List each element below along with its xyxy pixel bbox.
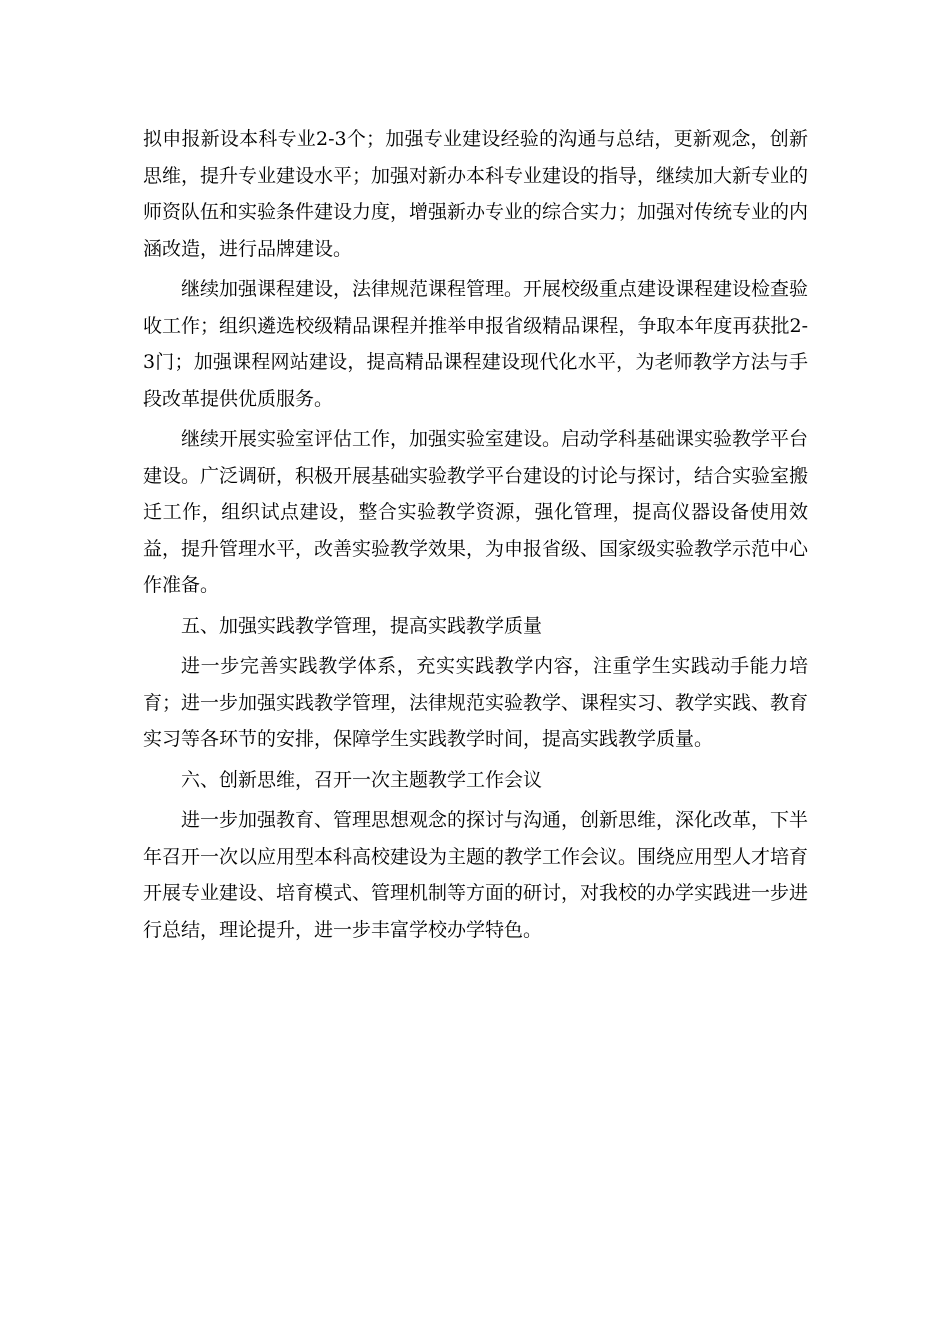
paragraph-practice-teaching: 进一步完善实践教学体系，充实实践教学内容，注重学生实践动手能力培育；进一步加强实践教学管理，法律规范实验教学、课程实习、教学实践、教育实习等各环节的安排，保障学生实践教学时间，提高实践教学质量。	[143, 655, 809, 750]
section-heading-practice-teaching: 五、加强实践教学管理，提高实践教学质量	[181, 614, 543, 637]
paragraph-teaching-conference: 进一步加强教育、管理思想观念的探讨与沟通，创新思维，深化改革，下半年召开一次以应用型本科高校建设为主题的教学工作会议。围绕应用型人才培育开展专业建设、培育模式、管理机制等方面的研讨，对我校的办学实践进一步进行总结，理论提升，进一步丰富学校办学特色。	[143, 809, 809, 941]
paragraph-course-construction: 继续加强课程建设，法律规范课程管理。开展校级重点建设课程建设检查验收工作；组织遴选校级精品课程并推举申报省级精品课程，争取本年度再获批2-3门；加强课程网站建设，提高精品课程建设现代化水平，为老师教学方法与手段改革提供优质服务。	[143, 278, 809, 410]
paragraph-laboratory-construction: 继续开展实验室评估工作，加强实验室建设。启动学科基础课实验教学平台建设。广泛调研，积极开展基础实验教学平台建设的讨论与探讨，结合实验室搬迁工作，组织试点建设，整合实验教学资源，强化管理，提高仪器设备使用效益，提升管理水平，改善实验教学效果，为申报省级、国家级实验教学示范中心作准备。	[143, 428, 809, 596]
paragraph-specialty-construction: 拟申报新设本科专业2-3个；加强专业建设经验的沟通与总结，更新观念，创新思维，提升专业建设水平；加强对新办本科专业建设的指导，继续加大新专业的师资队伍和实验条件建设力度，增强新办专业的综合实力；加强对传统专业的内涵改造，进行品牌建设。	[143, 128, 809, 260]
document-body	[143, 121, 808, 952]
section-heading-teaching-conference: 六、创新思维，召开一次主题教学工作会议	[181, 768, 543, 791]
